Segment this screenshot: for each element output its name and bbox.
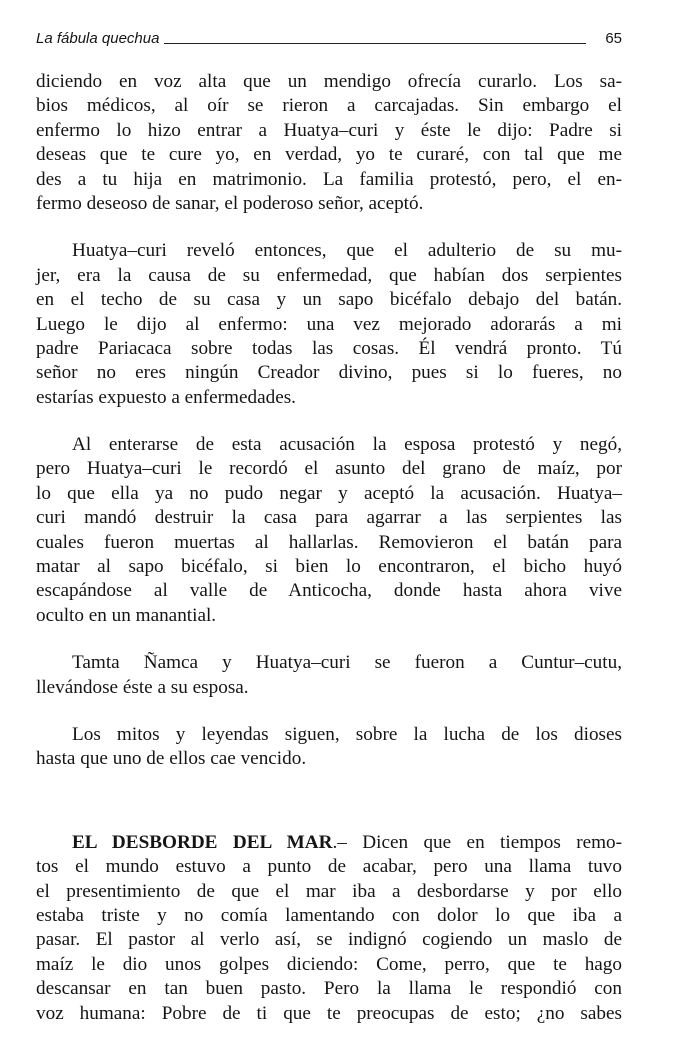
- text-line: voz humana: Pobre de ti que te preocupas de esto; ¿no sabes: [36, 1002, 622, 1024]
- text-line: llevándose éste a su esposa.: [36, 676, 249, 698]
- text-line: lo que ella ya no pudo negar y aceptó la acusación. Huatya–: [36, 482, 622, 504]
- section-gap: [36, 795, 622, 831]
- paragraph-continuation: [36, 70, 622, 216]
- text-line: Luego le dijo al enfermo: una vez mejorado adorarás a mi: [36, 313, 622, 335]
- text-line: en el techo de su casa y un sapo bicéfalo debajo del batán.: [36, 289, 622, 311]
- header-rule: [164, 43, 586, 44]
- text-line: el presentimiento de que el mar iba a desbordarse y por ello: [36, 880, 622, 902]
- paragraph: [36, 651, 622, 700]
- paragraph: [36, 239, 622, 410]
- text-line: escapándose al valle de Anticocha, donde hasta ahora vive: [36, 580, 622, 602]
- section-heading-continuation: .– Dicen que en tiempos remo-: [332, 831, 623, 853]
- text-line: señor no eres ningún Creador divino, pues si lo fueres, no: [36, 362, 622, 384]
- running-header: [36, 30, 622, 52]
- text-line: matar al sapo bicéfalo, si bien lo encontraron, el bicho huyó: [36, 556, 622, 578]
- page-number: 65: [605, 30, 622, 47]
- text-line: curi mandó destruir la casa para agarrar a las serpientes las: [36, 507, 622, 529]
- text-line: hasta que uno de ellos cae vencido.: [36, 748, 307, 770]
- text-line: pasar. El pastor al verlo así, se indignó cogiendo un maslo de: [36, 929, 622, 951]
- text-line: estarías expuesto a enfermedades.: [36, 386, 296, 408]
- text-line: [36, 831, 622, 855]
- text-line: estaba triste y no comía lamentando con dolor lo que iba a: [36, 904, 622, 926]
- text-line: Huatya–curi reveló entonces, que el adulterio de su mu-: [72, 240, 622, 262]
- text-line: jer, era la causa de su enfermedad, que habían dos serpientes: [36, 264, 622, 286]
- section-paragraph: [36, 831, 622, 1026]
- text-line: deseas que te cure yo, en verdad, yo te curaré, con tal que me: [36, 144, 622, 166]
- text-line: Los mitos y leyendas siguen, sobre la lucha de los dioses: [72, 723, 622, 745]
- section-heading: EL DESBORDE DEL MAR: [72, 831, 333, 853]
- text-line: cuales fueron muertas al hallarlas. Removieron el batán para: [36, 531, 622, 553]
- text-line: fermo deseoso de sanar, el poderoso señor, aceptó.: [36, 192, 424, 214]
- text-line: des a tu hija en matrimonio. La familia protestó, pero, el en-: [36, 168, 622, 190]
- text-line: bios médicos, al oír se rieron a carcajadas. Sin embargo el: [36, 95, 622, 117]
- text-line: pero Huatya–curi le recordó el asunto del grano de maíz, por: [36, 458, 622, 480]
- body-text: [36, 70, 622, 1049]
- paragraph: [36, 723, 622, 772]
- text-line: Al enterarse de esta acusación la esposa protestó y negó,: [72, 434, 622, 456]
- text-line: oculto en un manantial.: [36, 604, 217, 626]
- text-line: maíz le dio unos golpes diciendo: Come, perro, que te hago: [36, 953, 622, 975]
- paragraph: [36, 433, 622, 628]
- text-line: diciendo en voz alta que un mendigo ofrecía curarlo. Los sa-: [36, 71, 622, 92]
- text-line: tos el mundo estuvo a punto de acabar, pero una llama tuvo: [36, 856, 622, 878]
- text-line: Tamta Ñamca y Huatya–curi se fueron a Cuntur–cutu,: [72, 652, 622, 674]
- running-title: La fábula quechua: [36, 30, 160, 47]
- text-line: descansar en tan buen pasto. Pero la llama le respondió con: [36, 978, 622, 1000]
- text-line: padre Pariacaca sobre todas las cosas. Él vendrá pronto. Tú: [36, 337, 622, 359]
- text-line: enfermo lo hizo entrar a Huatya–curi y éste le dijo: Padre si: [36, 119, 622, 141]
